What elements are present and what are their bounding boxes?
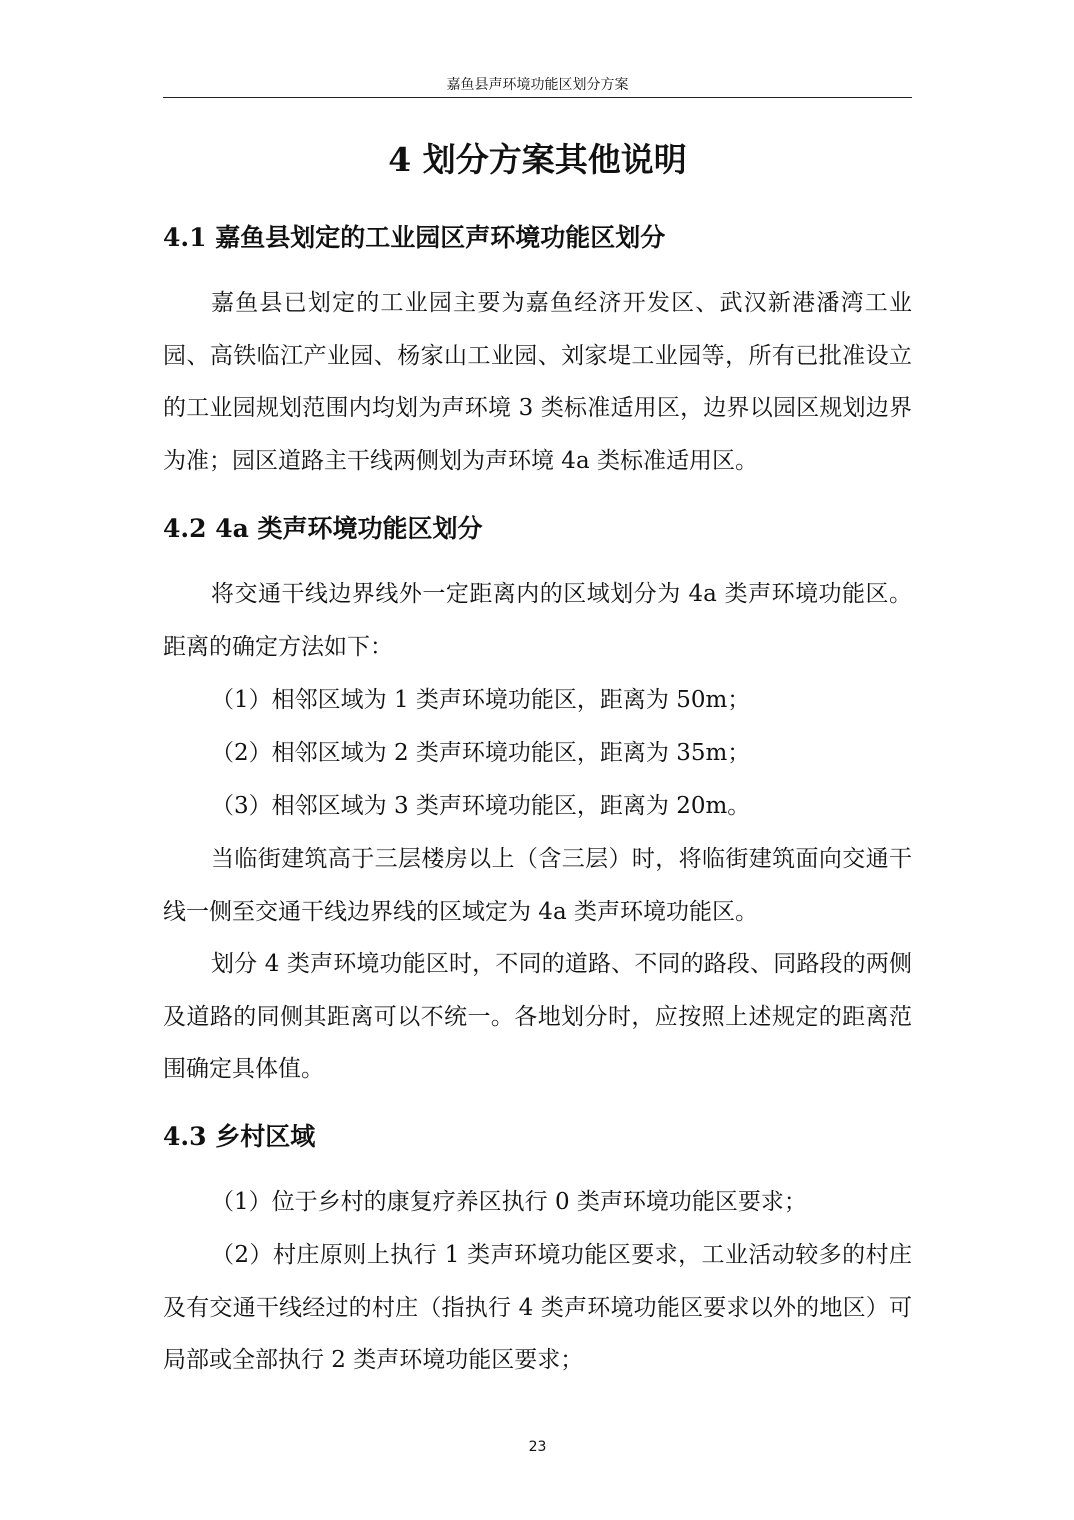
header-rule	[163, 97, 912, 98]
chapter-title: 4 划分方案其他说明	[388, 140, 687, 179]
section-heading-4-3: 4.3 乡村区域	[163, 1122, 316, 1151]
paragraph-road-distances: 划分 4 类声环境功能区时，不同的道路、不同的路段、同路段的两侧及道路的同侧其距离可以不统一。各地划分时，应按照上述规定的距离范围确定具体值。	[163, 951, 912, 1082]
paragraph-tall-buildings: 当临街建筑高于三层楼房以上（含三层）时，将临街建筑面向交通干线一侧至交通干线边界线的区域定为 4a 类声环境功能区。	[163, 846, 912, 925]
paragraph-4a-definition: 将交通干线边界线外一定距离内的区域划分为 4a 类声环境功能区。距离的确定方法如下：	[163, 581, 912, 660]
section-heading-4-2: 4.2 4a 类声环境功能区划分	[163, 514, 483, 543]
list-item-distance-1: （1）相邻区域为 1 类声环境功能区，距离为 50m；	[211, 687, 751, 713]
section-heading-4-1: 4.1 嘉鱼县划定的工业园区声环境功能区划分	[163, 223, 666, 252]
list-item-distance-3: （3）相邻区域为 3 类声环境功能区，距离为 20m。	[211, 793, 751, 819]
page-number: 23	[528, 1439, 547, 1455]
list-item-rural-2: （2）村庄原则上执行 1 类声环境功能区要求，工业活动较多的村庄及有交通干线经过的村庄（指执行 4 类声环境功能区要求以外的地区）可局部或全部执行 2 类声环境功能区要求；	[163, 1242, 912, 1373]
paragraph-industrial-parks: 嘉鱼县已划定的工业园主要为嘉鱼经济开发区、武汉新港潘湾工业园、高铁临江产业园、杨家山工业园、刘家堤工业园等，所有已批准设立的工业园规划范围内均划为声环境 3 类标准适用区，边界以园区规划边界为准；园区道路主干线两侧划为声环境 4a 类标准适用区。	[163, 290, 912, 474]
list-item-distance-2: （2）相邻区域为 2 类声环境功能区，距离为 35m；	[211, 740, 751, 766]
running-header: 嘉鱼县声环境功能区划分方案	[446, 77, 629, 93]
list-item-rural-1: （1）位于乡村的康复疗养区执行 0 类声环境功能区要求；	[211, 1189, 807, 1215]
